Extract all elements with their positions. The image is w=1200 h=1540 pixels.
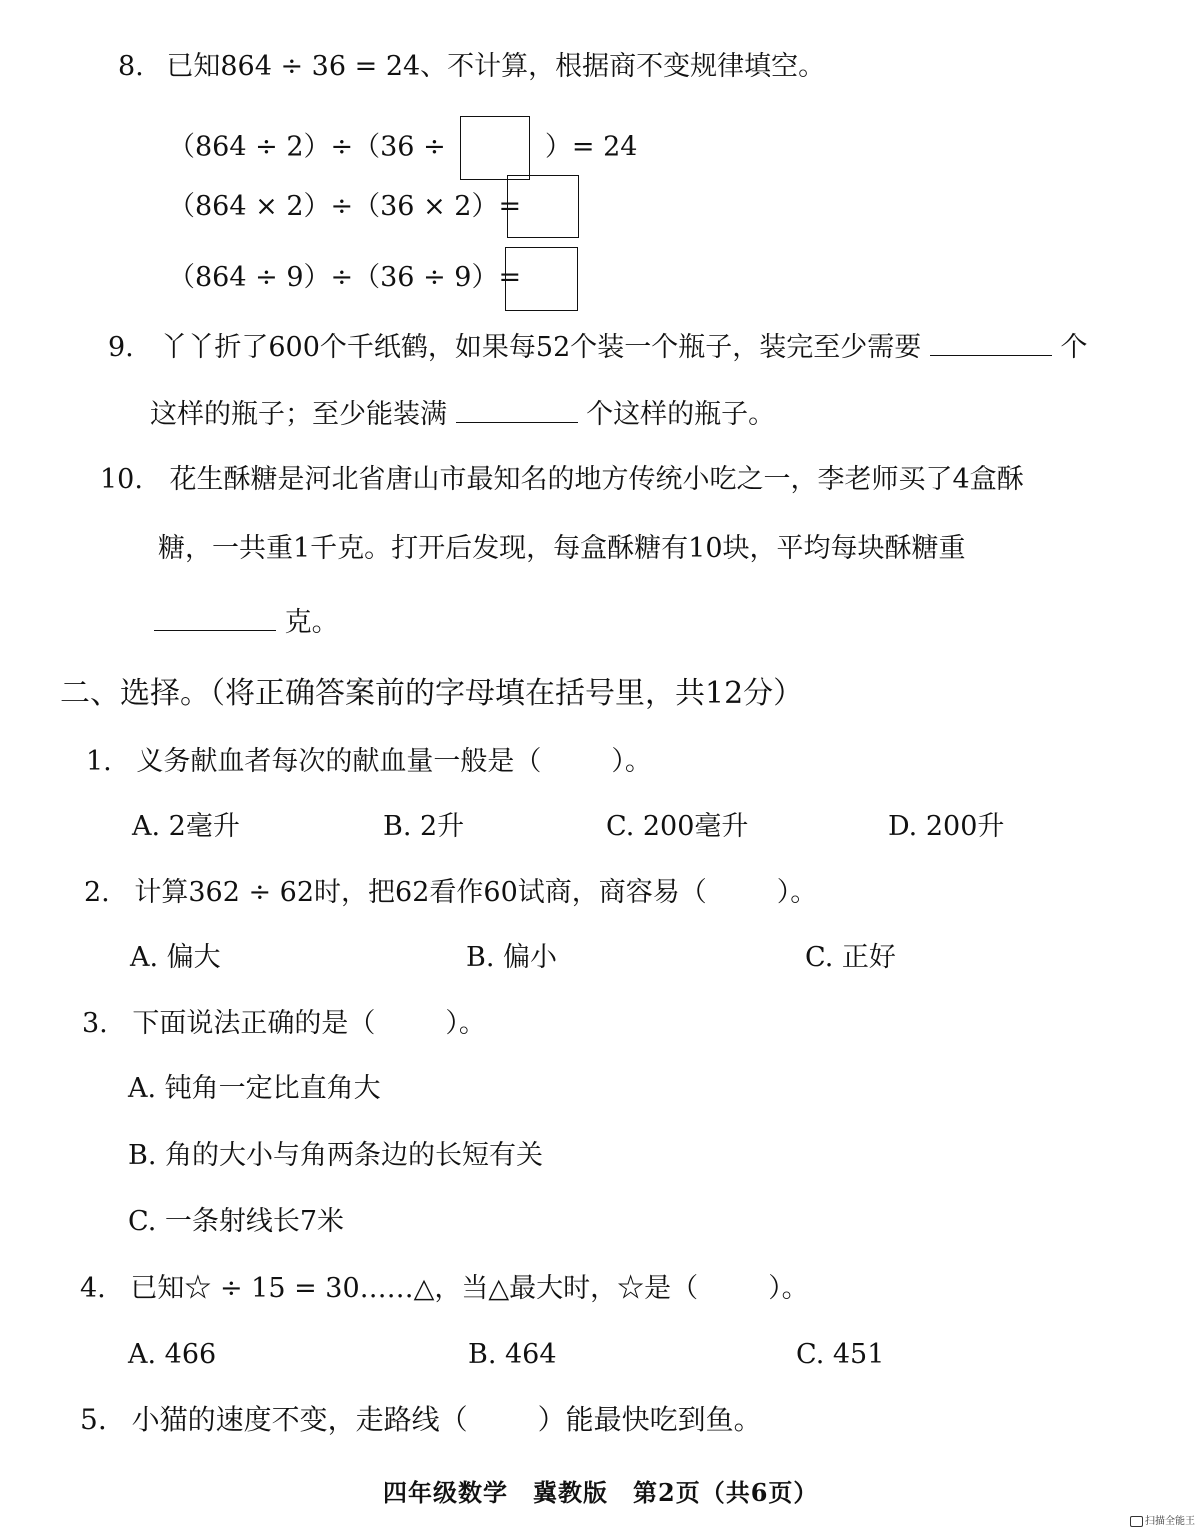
choice3-number: 3. — [82, 1008, 108, 1039]
q9-text-b: 个 — [1060, 332, 1088, 363]
choice2-stem — [84, 876, 817, 910]
choice2-number: 2. — [84, 877, 110, 908]
choice5-stem-b: ）能最快吃到鱼。 — [537, 1403, 762, 1436]
choice4-stem-a: 已知☆ ÷ 15 = 30……△，当△最大时，☆是（ — [130, 1273, 699, 1304]
choice4-number: 4. — [80, 1273, 106, 1304]
q9-line2 — [150, 394, 775, 432]
choice2-option-b[interactable]: B. 偏小 — [466, 942, 558, 973]
q9-blank-1[interactable] — [930, 327, 1052, 356]
choice4-option-c[interactable]: C. 451 — [796, 1339, 885, 1370]
q9-text-d: 个这样的瓶子。 — [586, 399, 776, 430]
q8-row1 — [168, 116, 637, 180]
q9-text-c: 这样的瓶子；至少能装满 — [150, 399, 447, 430]
q8-row2-text: （864 × 2）÷（36 × 2）= — [168, 191, 522, 222]
choice1-stem-a: 义务献血者每次的献血量一般是（ — [136, 746, 542, 777]
choice5-stem — [80, 1403, 762, 1437]
choice4-option-b[interactable]: B. 464 — [468, 1339, 557, 1370]
choice4-stem-b: ）。 — [768, 1273, 809, 1304]
scanner-watermark — [1130, 1512, 1195, 1527]
choice3-option-c[interactable]: C. 一条射线长7米 — [128, 1206, 345, 1237]
choice1-option-a[interactable]: A. 2毫升 — [132, 811, 240, 842]
scanner-logo-icon — [1130, 1516, 1143, 1527]
q9-number: 9. — [108, 332, 134, 363]
q8-answer-box-2[interactable] — [507, 175, 579, 238]
choice3-stem-a: 下面说法正确的是（ — [132, 1008, 376, 1039]
q8-answer-box-1[interactable] — [460, 116, 530, 180]
q8-number: 8. — [118, 51, 144, 82]
choice2-stem-a: 计算362 ÷ 62时，把62看作60试商，商容易（ — [134, 877, 707, 908]
q10-text-1: 花生酥糖是河北省唐山市最知名的地方传统小吃之一，李老师买了4盒酥 — [169, 464, 1024, 495]
choice4-stem — [80, 1272, 809, 1306]
choice5-number: 5. — [80, 1403, 107, 1436]
choice1-stem — [86, 745, 652, 779]
q10-line1 — [100, 463, 1024, 497]
q8-answer-box-3[interactable] — [505, 247, 578, 311]
choice3-stem — [82, 1007, 486, 1041]
q10-text-3: 克。 — [284, 607, 339, 638]
page-footer: 四年级数学 冀教版 第2页（共6页） — [383, 1478, 819, 1507]
q10-text-2: 糖，一共重1千克。打开后发现，每盒酥糖有10块，平均每块酥糖重 — [158, 533, 966, 564]
q8-row2 — [168, 190, 521, 224]
choice2-stem-b: ）。 — [776, 877, 818, 908]
choice4-option-a[interactable]: A. 466 — [128, 1339, 217, 1370]
choice1-stem-b: ）。 — [611, 746, 652, 777]
q10-blank[interactable] — [154, 602, 276, 631]
q9-blank-2[interactable] — [456, 394, 578, 423]
choice1-option-c[interactable]: C. 200毫升 — [606, 811, 749, 842]
q9-text-a: 丫丫折了600个千纸鹤，如果每52个装一个瓶子，装完至少需要 — [160, 332, 922, 363]
choice3-option-b[interactable]: B. 角的大小与角两条边的长短有关 — [128, 1140, 544, 1171]
choice3-option-a[interactable]: A. 钝角一定比直角大 — [128, 1073, 381, 1104]
choice2-option-a[interactable]: A. 偏大 — [130, 942, 221, 973]
q8-line — [118, 50, 825, 84]
q8-text: 已知864 ÷ 36 = 24、不计算，根据商不变规律填空。 — [166, 51, 826, 82]
section2-title: 二、选择。（将正确答案前的字母填在括号里，共12分） — [60, 676, 804, 711]
q10-number: 10. — [100, 464, 143, 495]
choice3-stem-b: ）。 — [445, 1008, 486, 1039]
q9-line1 — [108, 327, 1087, 365]
choice2-option-c[interactable]: C. 正好 — [805, 942, 896, 973]
q8-row1-left: （864 ÷ 2）÷（36 ÷ — [168, 131, 446, 163]
q8-row3 — [168, 261, 521, 295]
q10-line2 — [158, 532, 966, 566]
choice1-option-d[interactable]: D. 200升 — [888, 811, 1005, 842]
scanner-watermark-text: 扫描全能王 — [1145, 1516, 1195, 1527]
choice5-stem-a: 小猫的速度不变，走路线（ — [131, 1403, 468, 1436]
q10-line3 — [154, 602, 339, 640]
choice1-number: 1. — [86, 746, 112, 777]
choice1-option-b[interactable]: B. 2升 — [383, 811, 465, 842]
q8-row1-right: ）= 24 — [544, 131, 638, 163]
q8-row3-text: （864 ÷ 9）÷（36 ÷ 9）= — [168, 262, 522, 293]
